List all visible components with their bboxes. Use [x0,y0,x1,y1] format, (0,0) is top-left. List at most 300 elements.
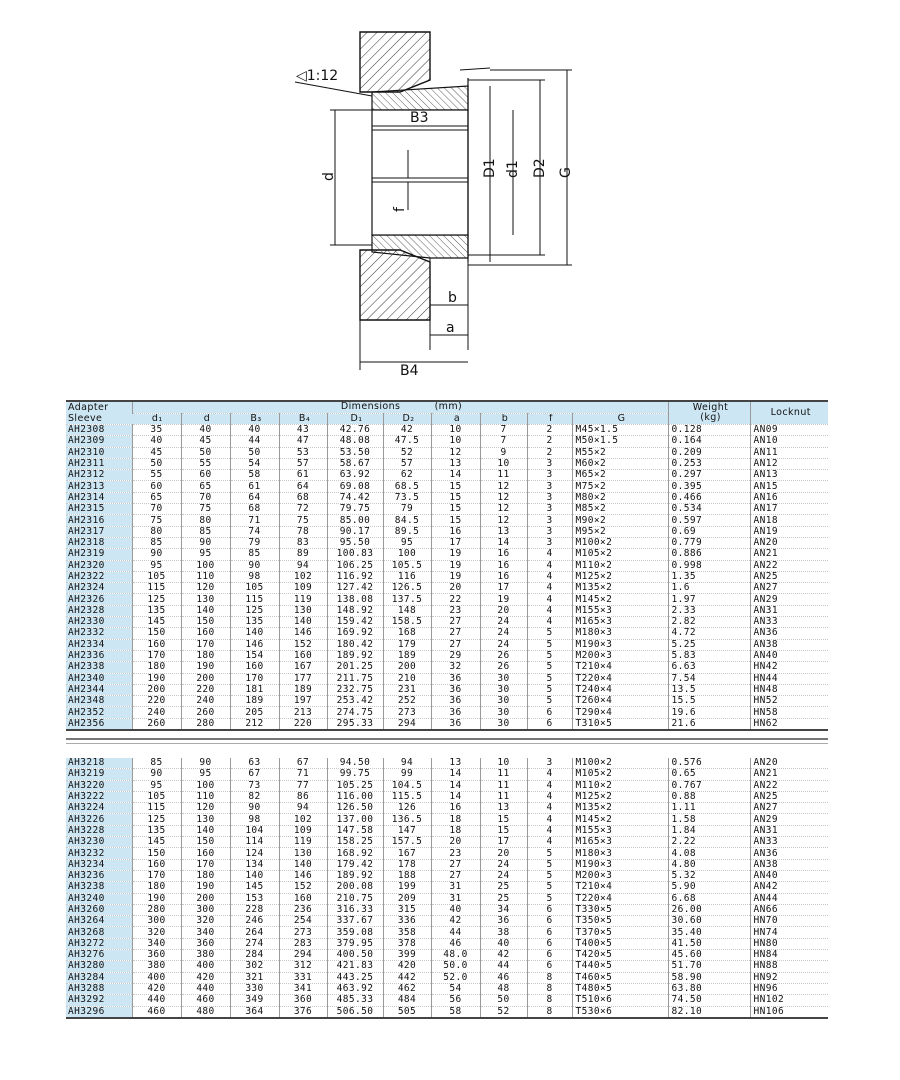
table-cell: 31 [431,882,480,893]
table-cell: 34 [480,904,527,915]
table-cell: 376 [279,1006,327,1018]
part-number-cell: AH3264 [66,916,132,927]
part-number-cell: AH3260 [66,904,132,915]
table-cell: 43 [279,425,327,436]
table-cell: 0.466 [668,492,750,503]
table-cell: 135 [132,605,181,616]
table-cell: 209 [383,893,431,904]
table-cell: 246 [230,916,279,927]
table-cell: 80 [132,526,181,537]
table-cell: 9 [480,447,527,458]
table-cell: 5 [527,696,572,707]
table-cell: 105 [132,571,181,582]
table-cell: HN62 [750,718,828,730]
table-cell: M200×3 [572,650,668,661]
table-cell: 24 [480,617,527,628]
table-cell: 82.10 [668,1006,750,1018]
table-cell: 295.33 [327,718,383,730]
table-cell: 135 [132,825,181,836]
table-cell: M45×1.5 [572,425,668,436]
table-cell: 485.33 [327,995,383,1006]
table-cell: 6 [527,938,572,949]
table-cell: 260 [132,718,181,730]
table-cell: 138.08 [327,594,383,605]
table-cell: 5 [527,684,572,695]
table-cell: 200 [181,673,230,684]
table-cell: 77 [279,780,327,791]
table-cell: 16 [431,526,480,537]
table-cell: AN21 [750,769,828,780]
table-cell: 137.5 [383,594,431,605]
table-cell: 4.80 [668,859,750,870]
part-number-cell: AH2313 [66,481,132,492]
table-cell: 63 [230,758,279,769]
table-cell: 1.58 [668,814,750,825]
table-cell: 83 [279,537,327,548]
table-cell: 140 [181,825,230,836]
table-cell: 280 [181,718,230,730]
table-cell: 6 [527,904,572,915]
table-cell: 443.25 [327,972,383,983]
table-row [66,617,828,628]
table-row [66,825,828,836]
table-cell: 100 [181,780,230,791]
table-cell: HN80 [750,938,828,949]
dim-label-D2: D2 [532,158,548,178]
table-row [66,814,828,825]
column-header: B₃ [230,413,279,425]
table-cell: 68.5 [383,481,431,492]
table-row [66,571,828,582]
table-cell: 116.92 [327,571,383,582]
table-row [66,537,828,548]
table-cell: 86 [279,791,327,802]
table-cell: 27 [431,617,480,628]
table-row [66,927,828,938]
table-cell: M55×2 [572,447,668,458]
table-cell: AN38 [750,859,828,870]
table-cell: 36 [431,673,480,684]
table-cell: 4 [527,571,572,582]
table-cell: 15 [480,825,527,836]
table-cell: HN70 [750,916,828,927]
table-cell: 20 [480,848,527,859]
part-number-cell: AH2328 [66,605,132,616]
table-cell: 380 [132,961,181,972]
table-row [66,492,828,503]
part-number-cell: AH2319 [66,549,132,560]
table-cell: AN31 [750,825,828,836]
table-row [66,950,828,961]
table-cell: 440 [181,983,230,994]
table-cell: 200 [383,662,431,673]
table-cell: 190 [132,673,181,684]
table-cell: 5 [527,882,572,893]
table-cell: 27 [431,628,480,639]
table-cell: 95 [181,549,230,560]
table-cell: T420×5 [572,950,668,961]
table-cell: T370×5 [572,927,668,938]
table-row [66,515,828,526]
table-cell: 8 [527,983,572,994]
table-cell: AN66 [750,904,828,915]
table-cell: 189 [279,684,327,695]
table-cell: 4.08 [668,848,750,859]
part-number-cell: AH3224 [66,803,132,814]
table-cell: 274.75 [327,707,383,718]
table-cell: AN33 [750,617,828,628]
part-number-cell: AH2320 [66,560,132,571]
table-cell: 3 [527,537,572,548]
table-cell: 22 [431,594,480,605]
table-cell: 45 [181,436,230,447]
part-number-cell: AH2322 [66,571,132,582]
table-cell: 252 [383,696,431,707]
table-row [66,904,828,915]
table-cell: 73 [230,780,279,791]
table-cell: 45 [132,447,181,458]
table-cell: 70 [181,492,230,503]
table-cell: 4 [527,583,572,594]
table-cell: 42 [383,425,431,436]
table-cell: 145 [132,837,181,848]
table-cell: 12 [480,481,527,492]
table-cell: M200×3 [572,870,668,881]
table-cell: 75 [279,515,327,526]
table-row [66,780,828,791]
part-number-cell: AH2311 [66,458,132,469]
table-cell: 0.767 [668,780,750,791]
table-cell: 340 [181,927,230,938]
table-cell: 110 [181,571,230,582]
part-number-cell: AH2316 [66,515,132,526]
table-cell: 60 [181,470,230,481]
table-cell: 5 [527,639,572,650]
table-cell: 160 [279,650,327,661]
table-cell: HN92 [750,972,828,983]
table-cell: 16 [431,803,480,814]
table-cell: 140 [181,605,230,616]
table-cell: 44 [431,927,480,938]
table-cell: 36 [431,696,480,707]
table-cell: 316.33 [327,904,383,915]
table-cell: 63.92 [327,470,383,481]
table-cell: 62 [383,470,431,481]
table-cell: 44 [230,436,279,447]
table-cell: 35 [132,425,181,436]
table-cell: 331 [279,972,327,983]
table-cell: 12 [480,504,527,515]
table-cell: 52 [383,447,431,458]
table-cell: 6 [527,961,572,972]
table-cell: 160 [132,859,181,870]
table-cell: M190×3 [572,859,668,870]
table-cell: AN22 [750,780,828,791]
table-cell: 125 [230,605,279,616]
table-cell: 169.92 [327,628,383,639]
table-cell: 12 [480,515,527,526]
table-cell: 30 [480,684,527,695]
table-row [66,859,828,870]
table-cell: HN106 [750,1006,828,1018]
table-cell: 127.42 [327,583,383,594]
table-row [66,662,828,673]
table-cell: 2.33 [668,605,750,616]
table-cell: 7.54 [668,673,750,684]
table-cell: 312 [279,961,327,972]
table-row [66,458,828,469]
table-cell: 31 [431,893,480,904]
part-number-cell: AH2318 [66,537,132,548]
table-row [66,696,828,707]
table-cell: 4.72 [668,628,750,639]
table-cell: 94 [279,560,327,571]
table-cell: 115 [230,594,279,605]
table-cell: AN25 [750,791,828,802]
table-cell: 26.00 [668,904,750,915]
table-cell: 283 [279,938,327,949]
header-adapter-sleeve: Adapter Sleeve [66,401,132,425]
table-cell: 360 [181,938,230,949]
table-cell: 18 [431,814,480,825]
column-header: D₁ [327,413,383,425]
table-cell: AN11 [750,447,828,458]
table-cell: 42 [431,916,480,927]
table-cell: 74 [230,526,279,537]
table-cell: 400 [132,972,181,983]
table-cell: 70 [132,504,181,515]
table-cell: 1.97 [668,594,750,605]
table-cell: 400.50 [327,950,383,961]
column-header: d [181,413,230,425]
table-cell: 61 [230,481,279,492]
table-cell: 6.63 [668,662,750,673]
table-cell: 0.576 [668,758,750,769]
table-row [66,938,828,949]
table-cell: 180.42 [327,639,383,650]
table-cell: 4 [527,560,572,571]
table-row [66,583,828,594]
table-cell: AN29 [750,814,828,825]
table-cell: 58.90 [668,972,750,983]
table-cell: 134 [230,859,279,870]
table-cell: 160 [279,893,327,904]
table-cell: 180 [132,662,181,673]
table-cell: 7 [480,425,527,436]
table-cell: M190×3 [572,639,668,650]
table-cell: 104.5 [383,780,431,791]
table-cell: 0.69 [668,526,750,537]
table-cell: 160 [230,662,279,673]
part-number-cell: AH2312 [66,470,132,481]
table-cell: 100 [383,549,431,560]
table-cell: 220 [181,684,230,695]
table-cell: T210×4 [572,882,668,893]
table-cell: 0.597 [668,515,750,526]
table-cell: AN36 [750,848,828,859]
table-cell: T350×5 [572,916,668,927]
table-cell: 0.779 [668,537,750,548]
table-cell: 152 [279,639,327,650]
table-cell: 460 [181,995,230,1006]
table-cell: 294 [279,950,327,961]
table-cell: 30 [480,718,527,730]
table-cell: 84.5 [383,515,431,526]
table-cell: 95 [181,769,230,780]
table-cell: 58 [431,1006,480,1018]
table-cell: 130 [181,594,230,605]
table-cell: 50.0 [431,961,480,972]
table-cell: 147 [383,825,431,836]
table-cell: 0.128 [668,425,750,436]
table-cell: 364 [230,1006,279,1018]
table-cell: AN18 [750,515,828,526]
table-cell: 190 [181,662,230,673]
table-cell: 160 [181,848,230,859]
table-cell: 50 [480,995,527,1006]
table-cell: 35.40 [668,927,750,938]
table-cell: 10 [480,458,527,469]
table-cell: 6 [527,718,572,730]
table-cell: HN44 [750,673,828,684]
table-cell: 105.25 [327,780,383,791]
column-header: d₁ [132,413,181,425]
table-cell: 24 [480,628,527,639]
table-cell: M75×2 [572,481,668,492]
table-cell: 6 [527,916,572,927]
part-number-cell: AH2344 [66,684,132,695]
table-cell: 40 [480,938,527,949]
dim-label-b3: B3 [410,110,429,126]
table-cell: 71 [230,515,279,526]
table-cell: 148 [383,605,431,616]
table-cell: 125 [132,594,181,605]
table-cell: M100×2 [572,758,668,769]
table-cell: 4 [527,594,572,605]
table-cell: 50 [230,447,279,458]
table-cell: 315 [383,904,431,915]
table-cell: 19 [431,571,480,582]
table-cell: 14 [431,470,480,481]
table-cell: 11 [480,780,527,791]
table-cell: 102 [279,571,327,582]
table-cell: M165×3 [572,837,668,848]
table-cell: 69.08 [327,481,383,492]
part-number-cell: AH3226 [66,814,132,825]
table-cell: T510×6 [572,995,668,1006]
table-cell: 168 [383,628,431,639]
table-cell: 294 [383,718,431,730]
part-number-cell: AH3276 [66,950,132,961]
table-cell: 136.5 [383,814,431,825]
table-cell: 36 [431,707,480,718]
part-number-cell: AH3236 [66,870,132,881]
table-cell: 480 [181,1006,230,1018]
table-cell: 379.95 [327,938,383,949]
table-cell: 154 [230,650,279,661]
table-row [66,848,828,859]
table-cell: 341 [279,983,327,994]
table-cell: AN33 [750,837,828,848]
table-cell: 82 [230,791,279,802]
table-cell: 3 [527,458,572,469]
part-number-cell: AH3230 [66,837,132,848]
table-cell: 170 [132,870,181,881]
table-cell: M125×2 [572,571,668,582]
taper-label: ◁1:12 [296,68,339,84]
table-cell: 158.25 [327,837,383,848]
table-cell: 462 [383,983,431,994]
table-cell: 4 [527,814,572,825]
table-cell: 79 [383,504,431,515]
table-cell: M155×3 [572,605,668,616]
table-cell: 17 [480,583,527,594]
table-cell: 0.209 [668,447,750,458]
table-row [66,673,828,684]
table-row [66,916,828,927]
table-cell: 170 [181,639,230,650]
table-row [66,425,828,436]
table-cell: 18 [431,825,480,836]
table-cell: AN27 [750,583,828,594]
table-cell: 21.6 [668,718,750,730]
table-cell: 337.67 [327,916,383,927]
table-row [66,628,828,639]
table-cell: 148.92 [327,605,383,616]
table-cell: 5.25 [668,639,750,650]
part-number-cell: AH2334 [66,639,132,650]
table-cell: 5.32 [668,870,750,881]
table-cell: 13 [480,803,527,814]
table-cell: 167 [279,662,327,673]
table-cell: T400×5 [572,938,668,949]
table-cell: 116.00 [327,791,383,802]
table-cell: 2 [527,436,572,447]
table-cell: 90 [230,803,279,814]
table-cell: 75 [181,504,230,515]
table-cell: 45.60 [668,950,750,961]
table-cell: 100 [181,560,230,571]
table-cell: 52 [480,1006,527,1018]
dim-label-G: G [558,167,574,178]
table-cell: 336 [383,916,431,927]
part-number-cell: AH2356 [66,718,132,730]
table-cell: 3 [527,470,572,481]
table-cell: 65 [132,492,181,503]
table-cell: 114 [230,837,279,848]
table-cell: 3 [527,515,572,526]
table-cell: 200.08 [327,882,383,893]
table-cell: 116 [383,571,431,582]
table-cell: 140 [230,628,279,639]
table-cell: 4 [527,825,572,836]
table-cell: 1.84 [668,825,750,836]
table-cell: 73.5 [383,492,431,503]
table-cell: AN15 [750,481,828,492]
table-cell: 2 [527,447,572,458]
table-cell: 14 [431,780,480,791]
table-cell: 360 [132,950,181,961]
table-cell: 240 [181,696,230,707]
table-cell: 89.5 [383,526,431,537]
table-cell: M180×3 [572,848,668,859]
table-cell: 231 [383,684,431,695]
table-cell: 6 [527,707,572,718]
table-cell: 67 [279,758,327,769]
table-cell: 170 [132,650,181,661]
table-cell: 212 [230,718,279,730]
table-cell: HN42 [750,662,828,673]
